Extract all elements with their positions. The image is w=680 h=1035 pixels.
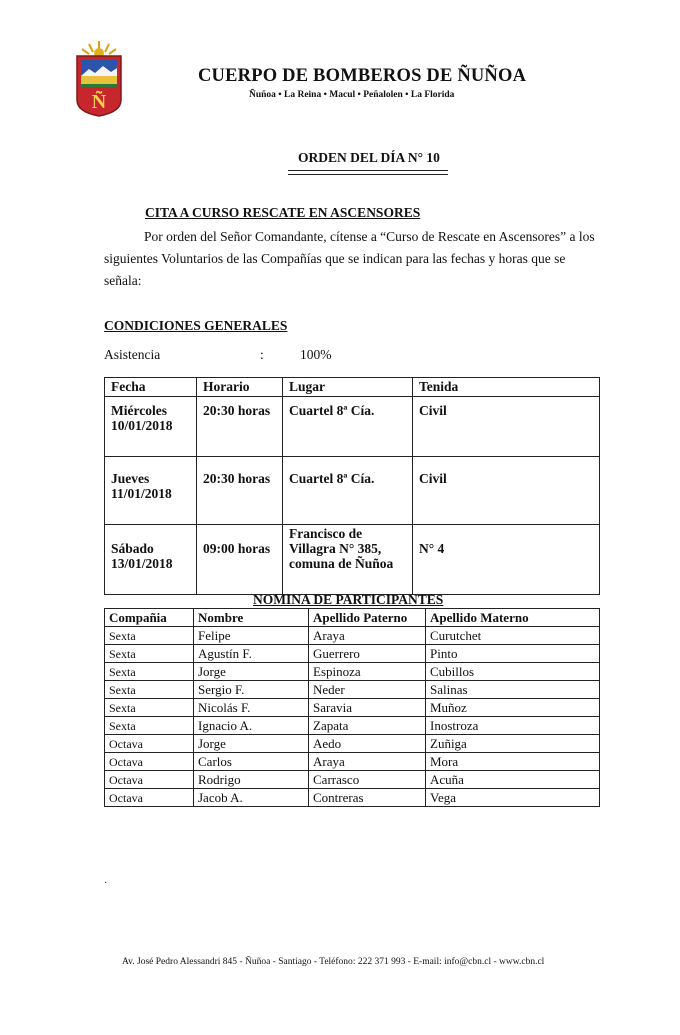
participant-company: Sexta xyxy=(105,699,194,717)
participant-row xyxy=(105,645,600,663)
participant-first-name: Rodrigo xyxy=(194,771,309,789)
schedule-place: Cuartel 8ª Cía. xyxy=(283,397,413,457)
participants-table xyxy=(104,608,600,807)
participant-first-name: Carlos xyxy=(194,753,309,771)
schedule-date: 10/01/2018 xyxy=(111,418,173,433)
participant-first-name: Felipe xyxy=(194,627,309,645)
section-title: CITA A CURSO RESCATE EN ASCENSORES xyxy=(145,205,421,220)
participant-paternal-surname: Espinoza xyxy=(309,663,426,681)
participant-company: Octava xyxy=(105,753,194,771)
participant-maternal-surname: Cubillos xyxy=(426,663,600,681)
attendance-colon: : xyxy=(260,347,264,362)
participant-first-name: Sergio F. xyxy=(194,681,309,699)
participant-row xyxy=(105,717,600,735)
participant-row xyxy=(105,663,600,681)
participant-first-name: Agustín F. xyxy=(194,645,309,663)
participant-row xyxy=(105,627,600,645)
participant-company: Octava xyxy=(105,771,194,789)
participant-first-name: Jorge xyxy=(194,735,309,753)
participants-header-cell: Apellido Materno xyxy=(426,609,600,627)
participant-paternal-surname: Neder xyxy=(309,681,426,699)
participant-row xyxy=(105,681,600,699)
schedule-header-cell: Tenida xyxy=(413,378,600,397)
participants-header-cell: Nombre xyxy=(194,609,309,627)
schedule-date-cell xyxy=(105,457,197,525)
participant-paternal-surname: Contreras xyxy=(309,789,426,807)
participant-company: Sexta xyxy=(105,681,194,699)
fire-department-crest-logo xyxy=(73,38,125,118)
participant-maternal-surname: Muñoz xyxy=(426,699,600,717)
participant-maternal-surname: Salinas xyxy=(426,681,600,699)
schedule-date: 11/01/2018 xyxy=(111,486,172,501)
schedule-header-cell: Fecha xyxy=(105,378,197,397)
participant-maternal-surname: Mora xyxy=(426,753,600,771)
organization-name: CUERPO DE BOMBEROS DE ÑUÑOA xyxy=(198,66,527,86)
schedule-table xyxy=(104,377,600,595)
participant-company: Sexta xyxy=(105,645,194,663)
logo-letter: Ñ xyxy=(91,91,107,113)
schedule-day: Miércoles xyxy=(111,403,167,418)
schedule-place: Francisco de Villagra N° 385, comuna de Ñuñoa xyxy=(283,525,413,595)
participant-first-name: Jorge xyxy=(194,663,309,681)
participant-row xyxy=(105,699,600,717)
schedule-attire: Civil xyxy=(413,397,600,457)
participant-row xyxy=(105,771,600,789)
participant-paternal-surname: Aedo xyxy=(309,735,426,753)
attendance-label: Asistencia xyxy=(104,347,161,362)
participant-maternal-surname: Inostroza xyxy=(426,717,600,735)
schedule-row xyxy=(105,397,600,457)
schedule-date: 13/01/2018 xyxy=(111,556,173,571)
schedule-date-cell xyxy=(105,397,197,457)
participant-row xyxy=(105,789,600,807)
schedule-day: Jueves xyxy=(111,471,150,486)
schedule-time: 20:30 horas xyxy=(197,397,283,457)
participant-paternal-surname: Guerrero xyxy=(309,645,426,663)
stray-mark: · xyxy=(104,878,108,889)
participant-maternal-surname: Vega xyxy=(426,789,600,807)
double-underline-rule xyxy=(288,170,448,175)
participants-header-row xyxy=(105,609,600,627)
schedule-row xyxy=(105,525,600,595)
attendance-value: 100% xyxy=(300,347,332,362)
participant-company: Octava xyxy=(105,789,194,807)
participant-maternal-surname: Zuñiga xyxy=(426,735,600,753)
participants-title: NOMINA DE PARTICIPANTES xyxy=(253,592,444,607)
participant-company: Sexta xyxy=(105,717,194,735)
participants-header-cell: Compañia xyxy=(105,609,194,627)
schedule-header-row xyxy=(105,378,600,397)
schedule-header-cell: Horario xyxy=(197,378,283,397)
participant-paternal-surname: Carrasco xyxy=(309,771,426,789)
participant-row xyxy=(105,735,600,753)
participant-paternal-surname: Araya xyxy=(309,753,426,771)
schedule-time: 20:30 horas xyxy=(197,457,283,525)
participants-header-cell: Apellido Paterno xyxy=(309,609,426,627)
intro-paragraph xyxy=(104,226,599,292)
participant-paternal-surname: Zapata xyxy=(309,717,426,735)
schedule-header-cell: Lugar xyxy=(283,378,413,397)
order-title: ORDEN DEL DÍA N° 10 xyxy=(298,150,440,165)
conditions-title: CONDICIONES GENERALES xyxy=(104,318,288,333)
participant-first-name: Jacob A. xyxy=(194,789,309,807)
organization-communes: Ñuñoa • La Reina • Macul • Peñalolen • La Florida xyxy=(249,90,455,100)
schedule-time: 09:00 horas xyxy=(197,525,283,595)
participant-maternal-surname: Curutchet xyxy=(426,627,600,645)
participant-company: Octava xyxy=(105,735,194,753)
participant-first-name: Ignacio A. xyxy=(194,717,309,735)
participant-paternal-surname: Saravia xyxy=(309,699,426,717)
schedule-date-cell xyxy=(105,525,197,595)
participant-first-name: Nicolás F. xyxy=(194,699,309,717)
participant-company: Sexta xyxy=(105,627,194,645)
schedule-row xyxy=(105,457,600,525)
intro-text: Por orden del Señor Comandante, cítense a “Curso de Rescate en Ascensores” a los siguientes Voluntarios de las Compañías que se indican para las fechas y horas que se señala: xyxy=(104,229,595,288)
schedule-place: Cuartel 8ª Cía. xyxy=(283,457,413,525)
footer-address: Av. José Pedro Alessandri 845 - Ñuñoa - Santiago - Teléfono: 222 371 993 - E-mail: info@cbn.cl - www.cbn.cl xyxy=(122,957,545,967)
schedule-attire: Civil xyxy=(413,457,600,525)
participant-row xyxy=(105,753,600,771)
participant-paternal-surname: Araya xyxy=(309,627,426,645)
schedule-attire: N° 4 xyxy=(413,525,600,595)
schedule-day: Sábado xyxy=(111,541,154,556)
participant-maternal-surname: Acuña xyxy=(426,771,600,789)
participant-maternal-surname: Pinto xyxy=(426,645,600,663)
participant-company: Sexta xyxy=(105,663,194,681)
